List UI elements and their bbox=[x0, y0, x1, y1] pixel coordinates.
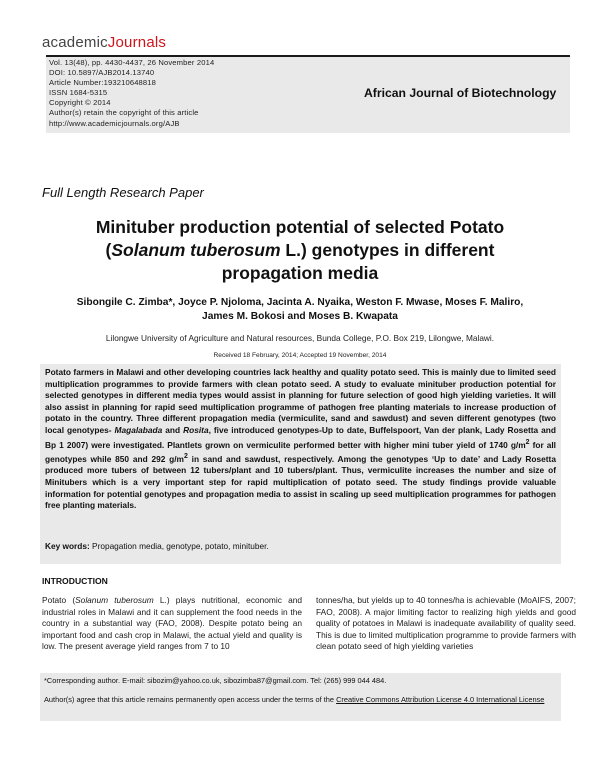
author-list bbox=[34, 296, 566, 324]
paper-type: Full Length Research Paper bbox=[42, 185, 204, 200]
affiliation: Lilongwe University of Agriculture and Natural resources, Bunda College, P.O. Box 219, Lilongwe, Malawi. bbox=[105, 333, 495, 343]
article-metadata bbox=[49, 58, 214, 129]
meta-rights: Author(s) retain the copyright of this article bbox=[49, 108, 199, 118]
genotype-rosita: Rosita bbox=[183, 424, 209, 435]
introduction-heading: INTRODUCTION bbox=[42, 576, 108, 586]
meta-volume: Vol. 13(48), pp. 4430-4437, 26 November 2014 bbox=[49, 58, 215, 67]
introduction-right-column: tonnes/ha, but yields up to 40 tonnes/ha is achievable (MoAIFS, 2007; FAO, 2008). A major limiting factor to realizing high yields and good quality of potatoes in Malawi is inadequate availability of quality seed. This is due to limited multiplication programme to provide farmers with clean potato seed of high yielding varieties bbox=[316, 595, 576, 651]
meta-copyright: Copyright © 2014 bbox=[49, 98, 111, 108]
received-dates: Received 18 February, 2014; Accepted 19 November, 2014 bbox=[213, 352, 387, 359]
introduction-left-column: Potato (Solanum tuberosum L.) plays nutritional, economic and industrial roles in Malawi and it can supplement the food needs in the country in a substantial way (FAO, 2008). Despite potato being an important food and cash crop in Malawi, the actual yield and quality is low. The present average yield ranges from 7 to 10 bbox=[42, 595, 303, 651]
title-line-2: (Solanum tuberosum L.) genotypes in different bbox=[105, 240, 495, 260]
keywords-label: Key words: bbox=[45, 541, 90, 551]
title-line-1: Minituber production potential of selected Potato bbox=[95, 217, 505, 237]
paper-title bbox=[40, 216, 560, 285]
keywords-text: Propagation media, genotype, potato, minituber. bbox=[89, 541, 269, 551]
keywords bbox=[45, 541, 556, 551]
intro-species: Solanum tuberosum bbox=[75, 595, 154, 605]
journal-name: African Journal of Biotechnology bbox=[364, 86, 557, 100]
publisher-logo: academicJournals bbox=[42, 34, 167, 51]
authors-line-2: James M. Bokosi and Moses B. Kwapata bbox=[202, 311, 398, 322]
license-notice: Author(s) agree that this article remains permanently open access under the terms of the Creative Commons Attribution License 4.0 International License bbox=[44, 695, 545, 704]
meta-url[interactable]: http://www.academicjournals.org/AJB bbox=[49, 118, 180, 128]
abstract: Potato farmers in Malawi and other developing countries lack healthy and quality potato seed. This is mainly due to limited seed multiplication programmes to provide farmers with clean potato seed. A study to evaluate minituber production potential for selected genotypes in different media types would assist in planning for future selection of good high yielding varieties. It will also assist in planning for rapid seed multiplication programme of pathogen free planting materials to increase production of potato in the country. Three different propagation media (vermiculite, sand and sawdust) and seven different genotypes (two local genotypes- Magalabada and Rosita, five introduced genotypes-Up to date, Buffelspoort, Van der plank, Lady Rosetta and Bp 1 2007) were investigated. Plantlets grown on vermiculite performed better with higher mini tuber yield of 1740 $g/m^2$ for all genotypes while 850 and 292 $g/m^2$ in sand and sawdust, respectively. Among the genotypes ‘Up to date’ and Lady Rosetta produced more tubers of between 12 tubers/plant and 10 tubers/plant. Thus, vermiculite increases the number and size of Minitubers which is a very important step for rapid multiplication of potato seed. The study findings provide valuable information for potential genotypes and propagation media to assist in scaling up seed multiplication programmes for pathogen free planting materials. bbox=[45, 367, 556, 511]
meta-doi: DOI: 10.5897/AJB2014.13740 bbox=[49, 68, 155, 78]
corresponding-author: *Corresponding author. E-mail: sibozim@yahoo.co.uk, sibozimba87@gmail.com. Tel: (265) 999 044 484. bbox=[44, 676, 387, 685]
genotype-magalabada: Magalabada bbox=[114, 424, 163, 435]
meta-article-number: Article Number:193210648818 bbox=[49, 78, 157, 88]
title-species: Solanum tuberosum bbox=[111, 240, 281, 260]
authors-line-1: Sibongile C. Zimba*, Joyce P. Njoloma, Jacinta A. Nyaika, Weston F. Mwase, Moses F. Maliro, bbox=[76, 297, 524, 308]
license-link[interactable]: Creative Commons Attribution License 4.0 International License bbox=[336, 695, 545, 704]
meta-issn: ISSN 1684-5315 bbox=[49, 88, 108, 98]
title-line-3: propagation media bbox=[221, 263, 379, 283]
